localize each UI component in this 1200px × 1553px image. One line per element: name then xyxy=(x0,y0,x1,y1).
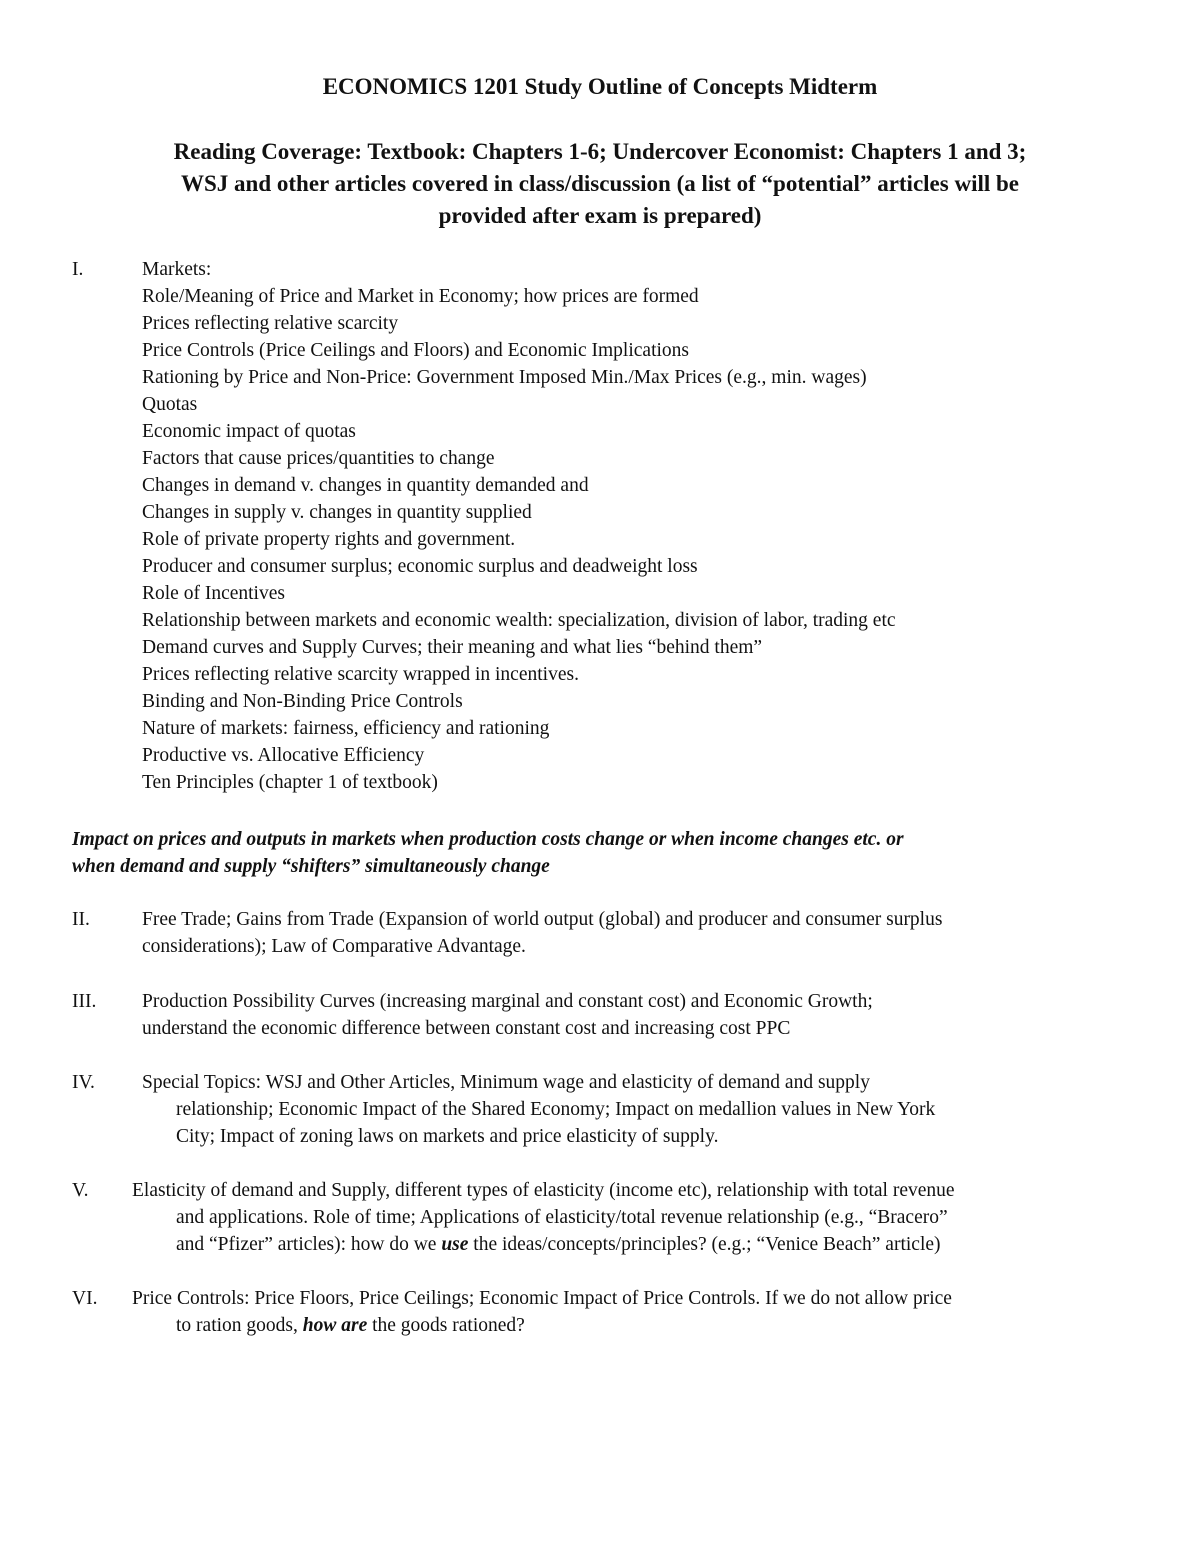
section-2-free-trade xyxy=(142,906,942,960)
section-5-elasticity xyxy=(132,1177,955,1258)
emphasis-how-are: how are xyxy=(302,1315,368,1336)
text-run: and “Pfizer” articles): how do we xyxy=(176,1234,442,1255)
coverage-line: Reading Coverage: Textbook: Chapters 1-6; Undercover Economist: Chapters 1 and 3; xyxy=(173,139,1027,164)
list-item: Role of Incentives xyxy=(142,583,285,604)
section-4-number: IV. xyxy=(72,1072,95,1093)
section-3-number: III. xyxy=(72,991,97,1012)
impact-note xyxy=(72,826,1132,880)
coverage-line: WSJ and other articles covered in class/discussion (a list of “potential” articles will be xyxy=(181,171,1019,196)
section-2-number: II. xyxy=(72,909,90,930)
list-item: Ten Principles (chapter 1 of textbook) xyxy=(142,772,438,793)
list-item: Changes in demand v. changes in quantity demanded and xyxy=(142,475,589,496)
list-item: Role of private property rights and government. xyxy=(142,529,516,550)
impact-line: Impact on prices and outputs in markets when production costs change or when income changes etc. or xyxy=(72,829,904,850)
section-4-special-topics xyxy=(142,1069,935,1150)
list-item: Role/Meaning of Price and Market in Economy; how prices are formed xyxy=(142,286,699,307)
section-line: understand the economic difference between constant cost and increasing cost PPC xyxy=(142,1018,791,1039)
section-line: Elasticity of demand and Supply, different types of elasticity (income etc), relationship with total revenue xyxy=(132,1180,955,1201)
emphasis-use: use xyxy=(441,1234,469,1255)
list-item: Economic impact of quotas xyxy=(142,421,356,442)
section-line: relationship; Economic Impact of the Shared Economy; Impact on medallion values in New York xyxy=(176,1099,936,1120)
section-line: City; Impact of zoning laws on markets and price elasticity of supply. xyxy=(176,1126,719,1147)
section-line: Special Topics: WSJ and Other Articles, Minimum wage and elasticity of demand and supply xyxy=(142,1072,870,1093)
section-line xyxy=(132,1312,952,1339)
section-line: Production Possibility Curves (increasing marginal and constant cost) and Economic Growth; xyxy=(142,991,873,1012)
section-1-markets xyxy=(142,256,896,796)
section-6-number: VI. xyxy=(72,1288,98,1309)
list-item: Changes in supply v. changes in quantity supplied xyxy=(142,502,532,523)
section-1-heading: Markets: xyxy=(142,259,212,280)
section-6-price-controls xyxy=(132,1285,952,1339)
list-item: Nature of markets: fairness, efficiency and rationing xyxy=(142,718,550,739)
list-item: Producer and consumer surplus; economic surplus and deadweight loss xyxy=(142,556,698,577)
section-line: Free Trade; Gains from Trade (Expansion of world output (global) and producer and consumer surplus xyxy=(142,909,943,930)
section-5-number: V. xyxy=(72,1180,89,1201)
list-item: Prices reflecting relative scarcity xyxy=(142,313,399,334)
section-line xyxy=(132,1231,955,1258)
list-item: Quotas xyxy=(142,394,198,415)
section-line: Price Controls: Price Floors, Price Ceilings; Economic Impact of Price Controls. If we do not allow price xyxy=(132,1288,952,1309)
list-item: Demand curves and Supply Curves; their meaning and what lies “behind them” xyxy=(142,637,763,658)
impact-line: when demand and supply “shifters” simultaneously change xyxy=(72,856,550,877)
text-run: the goods rationed? xyxy=(367,1315,525,1336)
list-item: Price Controls (Price Ceilings and Floors) and Economic Implications xyxy=(142,340,689,361)
text-run: to ration goods, xyxy=(176,1315,303,1336)
list-item: Relationship between markets and economic wealth: specialization, division of labor, trading etc xyxy=(142,610,896,631)
section-3-ppc xyxy=(142,988,873,1042)
list-item: Productive vs. Allocative Efficiency xyxy=(142,745,425,766)
reading-coverage xyxy=(80,136,1120,232)
section-line: and applications. Role of time; Applications of elasticity/total revenue relationship (e.g., “Bracero” xyxy=(176,1207,948,1228)
list-item: Prices reflecting relative scarcity wrapped in incentives. xyxy=(142,664,579,685)
list-item: Binding and Non-Binding Price Controls xyxy=(142,691,463,712)
coverage-line: provided after exam is prepared) xyxy=(438,203,762,228)
document-title: ECONOMICS 1201 Study Outline of Concepts Midterm xyxy=(322,74,878,99)
section-1-number: I. xyxy=(72,259,84,280)
list-item: Factors that cause prices/quantities to change xyxy=(142,448,495,469)
text-run: the ideas/concepts/principles? (e.g.; “Venice Beach” article) xyxy=(468,1234,941,1255)
section-line: considerations); Law of Comparative Advantage. xyxy=(142,936,526,957)
list-item: Rationing by Price and Non-Price: Government Imposed Min./Max Prices (e.g., min. wages) xyxy=(142,367,867,388)
